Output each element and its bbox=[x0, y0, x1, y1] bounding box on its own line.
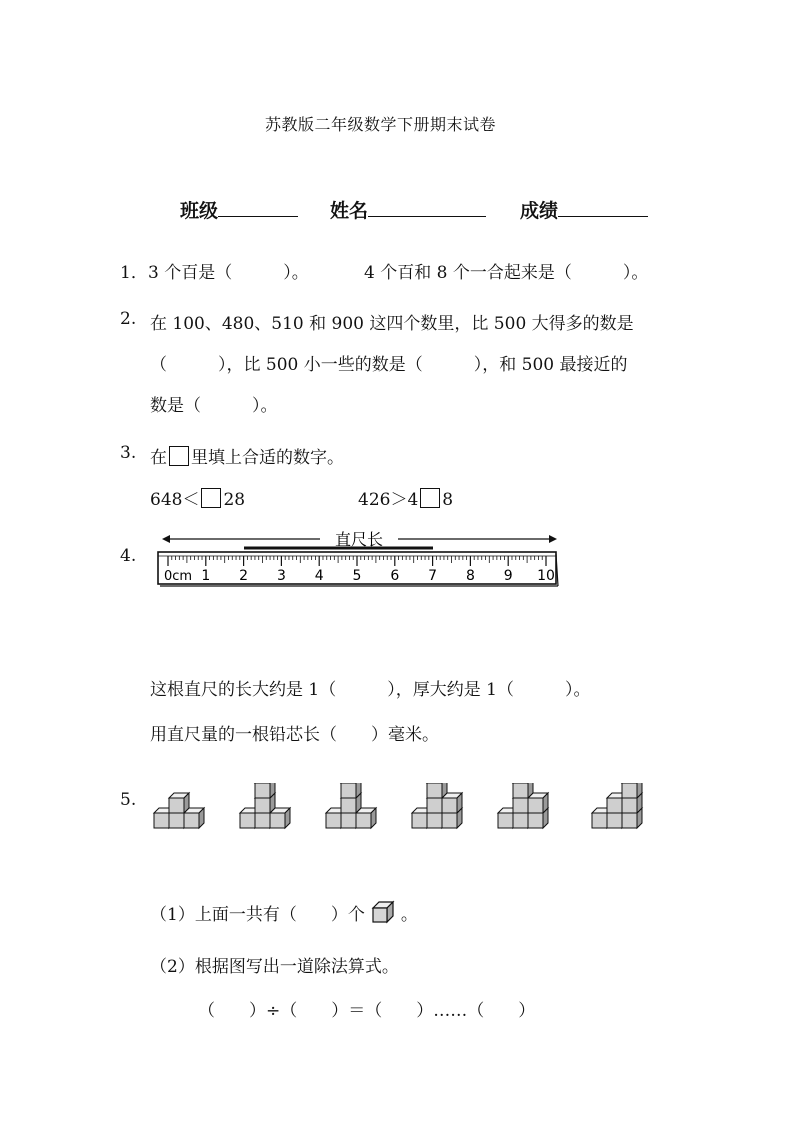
cube-group bbox=[498, 783, 548, 828]
q4-line1: 这根直尺的长大约是 1（ ），厚大约是 1（ ）。 bbox=[150, 680, 591, 700]
cube-groups-illustration bbox=[150, 783, 650, 833]
cube-icon bbox=[371, 900, 395, 924]
q2-number: 2. bbox=[120, 309, 137, 329]
cube-group bbox=[240, 783, 290, 828]
q3-text-before: 在 bbox=[150, 448, 167, 468]
ruler-number: 1 bbox=[201, 568, 211, 584]
ruler-number: 7 bbox=[428, 568, 438, 584]
page-title: 苏教版二年级数学下册期末试卷 bbox=[265, 115, 497, 134]
ruler-unit-label: 0cm bbox=[164, 569, 193, 584]
ruler-number: 9 bbox=[503, 568, 513, 584]
q3-instruction bbox=[150, 443, 344, 468]
answer-box-1[interactable] bbox=[201, 488, 221, 508]
cube-group bbox=[154, 793, 204, 828]
ruler-illustration bbox=[148, 520, 568, 592]
score-blank[interactable] bbox=[558, 216, 648, 217]
box-icon bbox=[169, 446, 189, 466]
q5-equation: （ ）÷（ ）＝（ ）……（ ） bbox=[198, 1001, 536, 1021]
arrow-left-icon bbox=[162, 535, 170, 543]
score-field bbox=[520, 196, 648, 223]
score-label: 成绩 bbox=[520, 200, 559, 222]
ruler-label: 直尺长 bbox=[334, 530, 384, 549]
q5-sub2: （2）根据图写出一道除法算式。 bbox=[150, 957, 399, 977]
name-field bbox=[330, 196, 486, 223]
q3-expr1-left: 648＜ bbox=[150, 490, 200, 510]
q1-part2: 4 个百和 8 个一合起来是（ ）。 bbox=[364, 263, 649, 283]
cube-group bbox=[326, 783, 376, 828]
q3-expr1-right: 28 bbox=[223, 490, 246, 510]
q1-number: 1． bbox=[120, 263, 148, 283]
q3-expr2-left: 426＞4 bbox=[358, 490, 419, 510]
cube-group bbox=[412, 783, 462, 828]
class-field bbox=[180, 196, 298, 223]
q2-line2: （ ），比 500 小一些的数是（ ），和 500 最接近的 bbox=[150, 355, 628, 375]
ruler-number: 5 bbox=[352, 568, 362, 584]
q2-line3: 数是（ ）。 bbox=[150, 396, 278, 416]
arrow-right-icon bbox=[549, 535, 557, 543]
ruler-number: 4 bbox=[314, 568, 324, 584]
ruler-number: 10 bbox=[537, 568, 555, 584]
answer-box-2[interactable] bbox=[420, 488, 440, 508]
q3-expr2-right: 8 bbox=[442, 490, 454, 510]
q2-line1: 在 100、480、510 和 900 这四个数里，比 500 大得多的数是 bbox=[150, 314, 634, 334]
class-blank[interactable] bbox=[218, 216, 298, 217]
class-label: 班级 bbox=[180, 200, 219, 222]
cube-group bbox=[592, 783, 642, 828]
q3-text-after: 里填上合适的数字。 bbox=[191, 448, 344, 468]
q5-sub1-end: 。 bbox=[400, 905, 418, 925]
q3-expression-2 bbox=[358, 485, 453, 510]
name-blank[interactable] bbox=[368, 216, 486, 217]
q1-part1: 3 个百是（ ）。 bbox=[148, 263, 309, 283]
q3-number: 3. bbox=[120, 443, 137, 463]
ruler-number: 3 bbox=[276, 568, 286, 584]
q5-sub1-text: （1）上面一共有（ ）个 bbox=[150, 905, 365, 925]
q3-expression-1 bbox=[150, 485, 245, 510]
q4-line2: 用直尺量的一根铅芯长（ ）毫米。 bbox=[150, 725, 439, 745]
ruler-number: 2 bbox=[239, 568, 249, 584]
ruler-number: 6 bbox=[390, 568, 400, 584]
q5-sub1 bbox=[150, 900, 418, 925]
ruler-number: 8 bbox=[465, 568, 475, 584]
q4-number: 4. bbox=[120, 546, 137, 566]
name-label: 姓名 bbox=[330, 200, 369, 222]
q5-number: 5. bbox=[120, 790, 137, 810]
